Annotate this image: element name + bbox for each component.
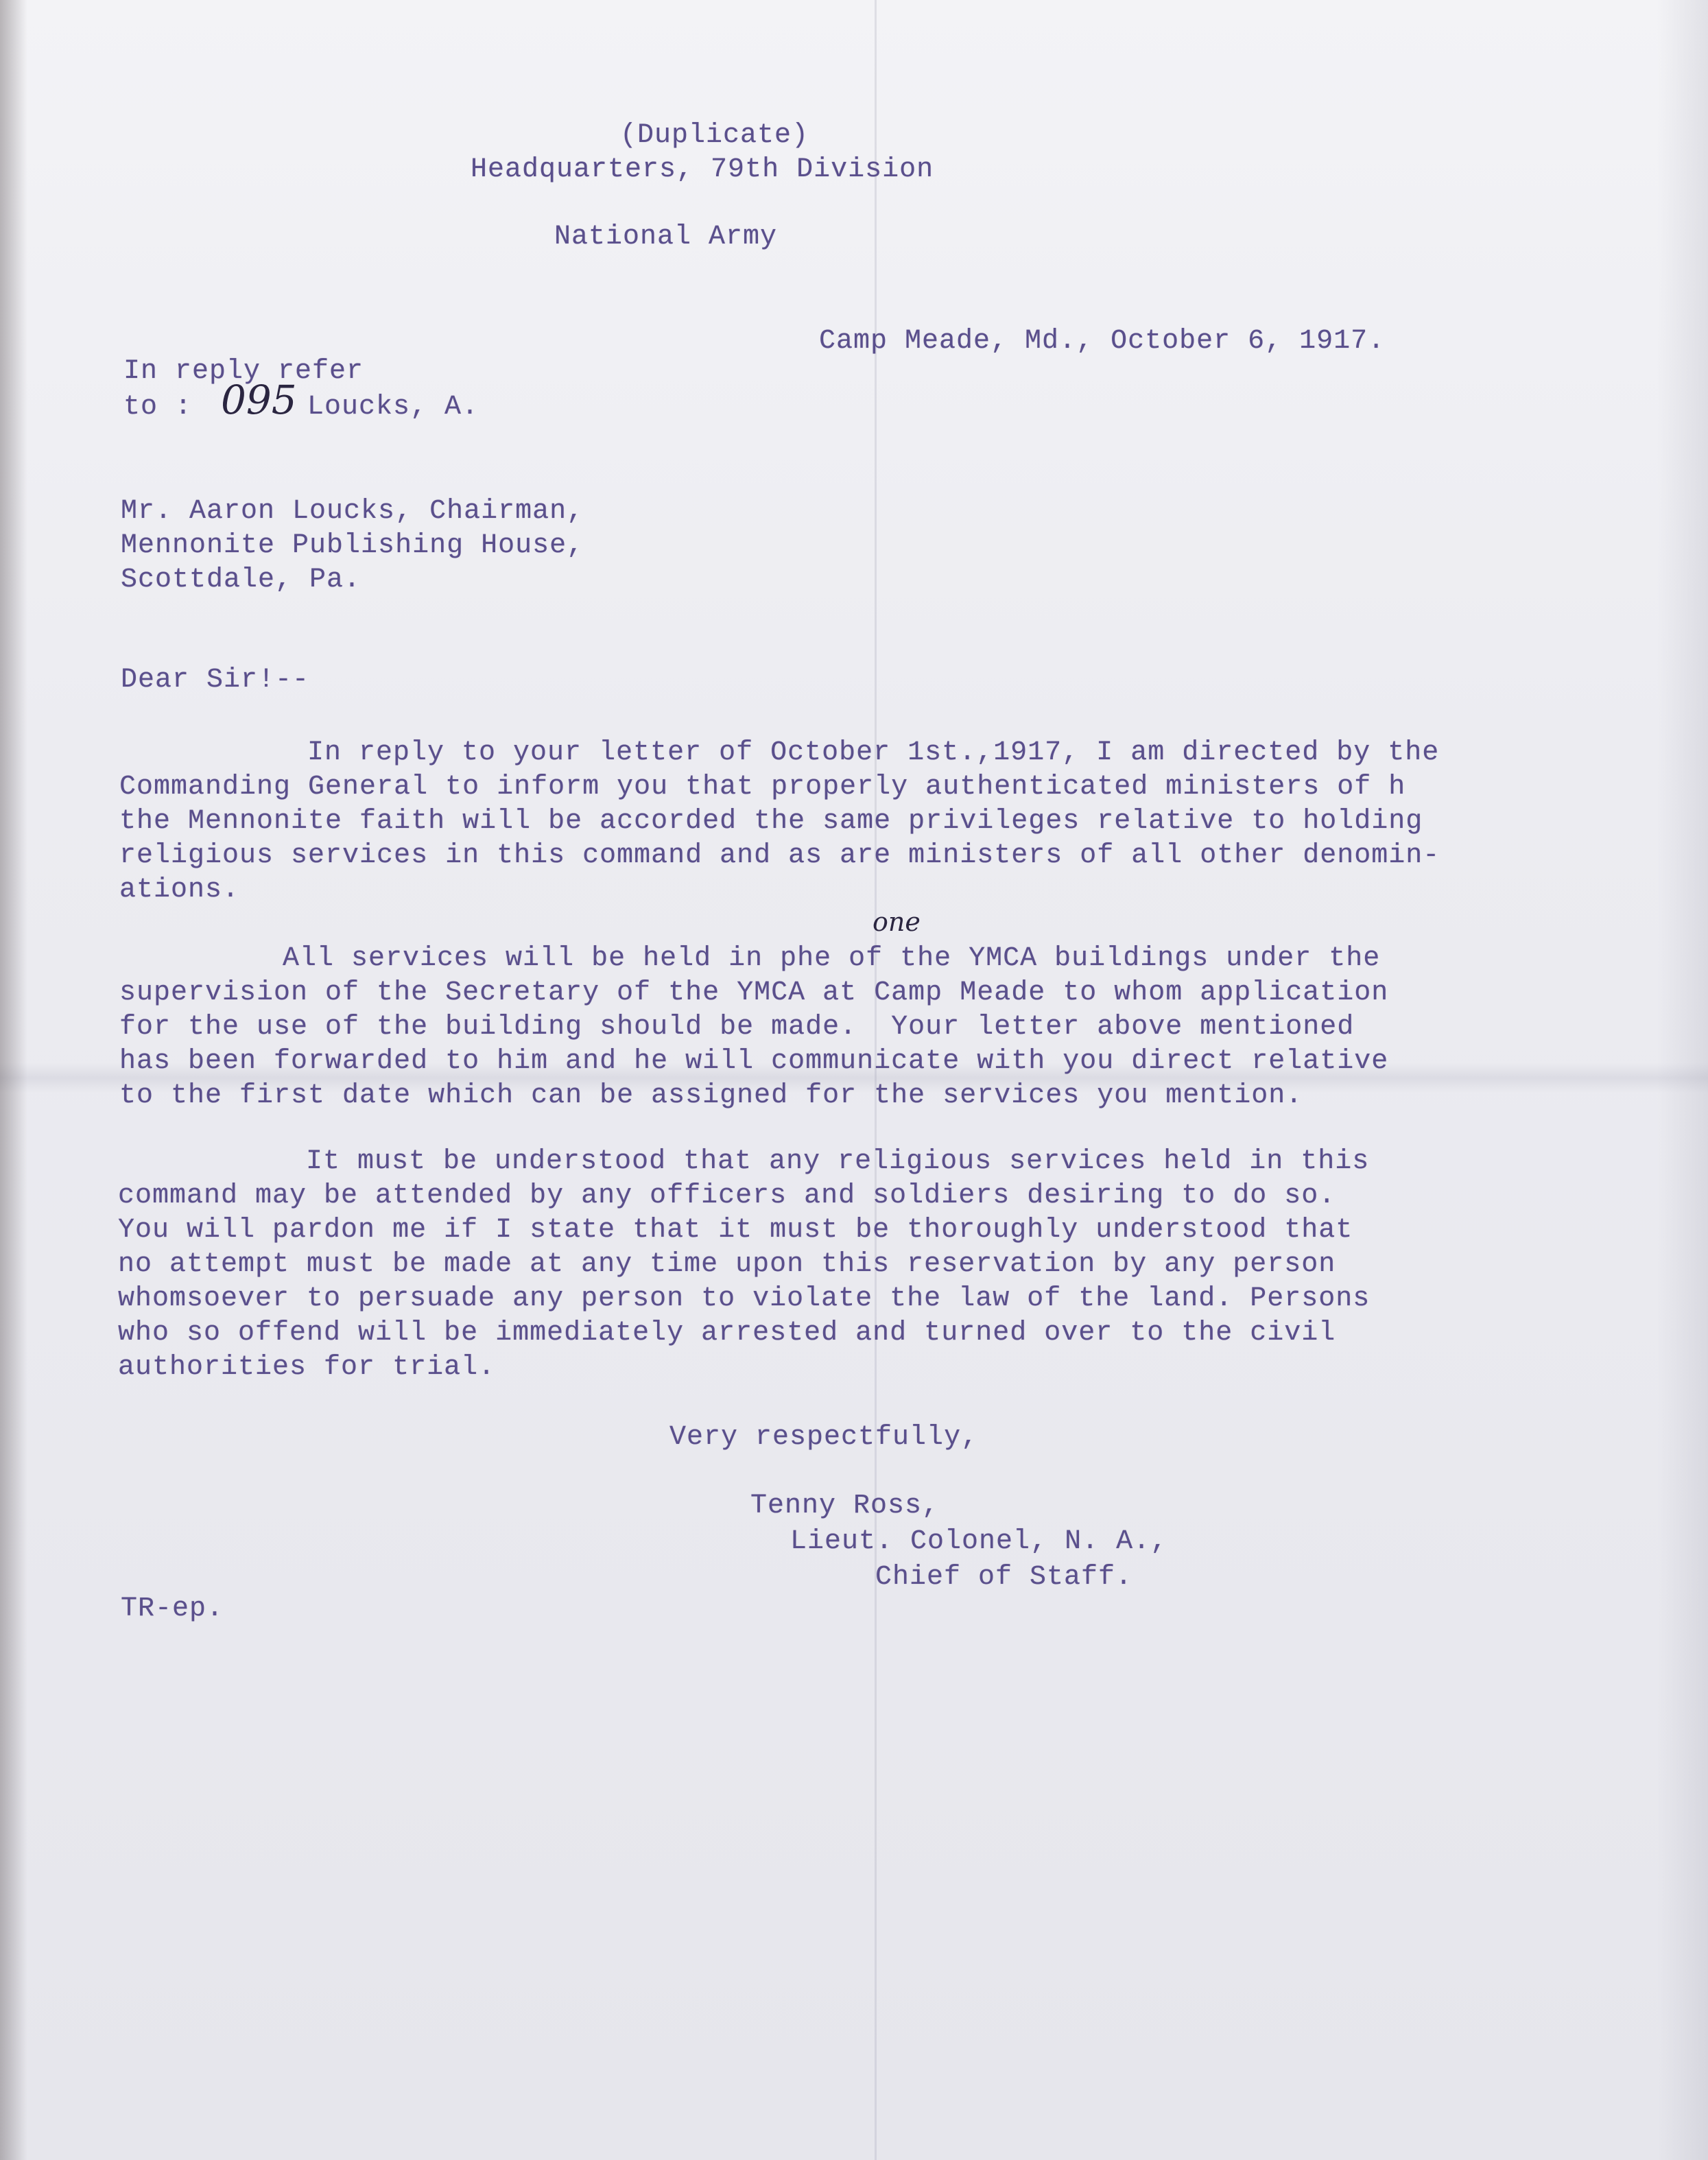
handwritten-file-number: 095 (221, 377, 297, 423)
recipient-line-2: Mennonite Publishing House, (121, 530, 584, 561)
paragraph-2-line: for the use of the building should be made. Your letter above mentioned (119, 1012, 1355, 1043)
paragraph-2-line: to the first date which can be assigned for the services you mention. (119, 1080, 1303, 1111)
paragraph-1-line: the Mennonite faith will be accorded the same privileges relative to holding (119, 806, 1423, 837)
signature-title: Chief of Staff. (875, 1562, 1133, 1593)
paragraph-3-line: command may be attended by any officers and soldiers desiring to do so. (118, 1180, 1336, 1211)
army-line: National Army (554, 222, 778, 252)
salutation: Dear Sir!-- (121, 665, 310, 696)
signature-name: Tenny Ross, (750, 1491, 940, 1521)
paragraph-3-line: It must be understood that any religious services held in this (306, 1146, 1370, 1177)
paragraph-3-line: who so offend will be immediately arrested and turned over to the civil (118, 1318, 1336, 1349)
typist-initials: TR-ep. (121, 1593, 224, 1624)
paragraph-2-line: All services will be held in phe of the YMCA buildings under the (283, 943, 1381, 974)
reference-line-1: In reply refer (123, 356, 364, 387)
handwritten-correction: one (873, 907, 921, 937)
reference-line-2-prefix: to : (123, 392, 193, 423)
closing: Very respectfully, (669, 1422, 979, 1453)
paragraph-1-line: ations. (119, 875, 240, 905)
reference-line-2-suffix: Loucks, A. (307, 392, 479, 423)
paragraph-1-line: In reply to your letter of October 1st.,1917, I am directed by the (307, 737, 1440, 768)
place-date: Camp Meade, Md., October 6, 1917. (819, 326, 1386, 357)
paragraph-3-line: no attempt must be made at any time upon this reservation by any person (118, 1249, 1336, 1280)
paragraph-1-line: religious services in this command and as are ministers of all other denomin- (119, 840, 1440, 871)
duplicate-mark: (Duplicate) (620, 120, 809, 151)
recipient-line-3: Scottdale, Pa. (121, 565, 361, 595)
paper-edge (0, 0, 27, 2160)
paragraph-3-line: authorities for trial. (118, 1352, 496, 1383)
paragraph-1-line: Commanding General to inform you that properly authenticated ministers of h (119, 772, 1406, 803)
paragraph-3-line: whomsoever to persuade any person to violate the law of the land. Persons (118, 1283, 1371, 1314)
paragraph-2-line: supervision of the Secretary of the YMCA at Camp Meade to whom application (119, 977, 1389, 1008)
signature-rank: Lieut. Colonel, N. A., (790, 1526, 1168, 1557)
paragraph-3-line: You will pardon me if I state that it must be thoroughly understood that (118, 1215, 1353, 1246)
recipient-line-1: Mr. Aaron Loucks, Chairman, (121, 496, 584, 527)
paragraph-2-line: has been forwarded to him and he will communicate with you direct relative (119, 1046, 1389, 1077)
headquarters-line: Headquarters, 79th Division (471, 154, 934, 185)
